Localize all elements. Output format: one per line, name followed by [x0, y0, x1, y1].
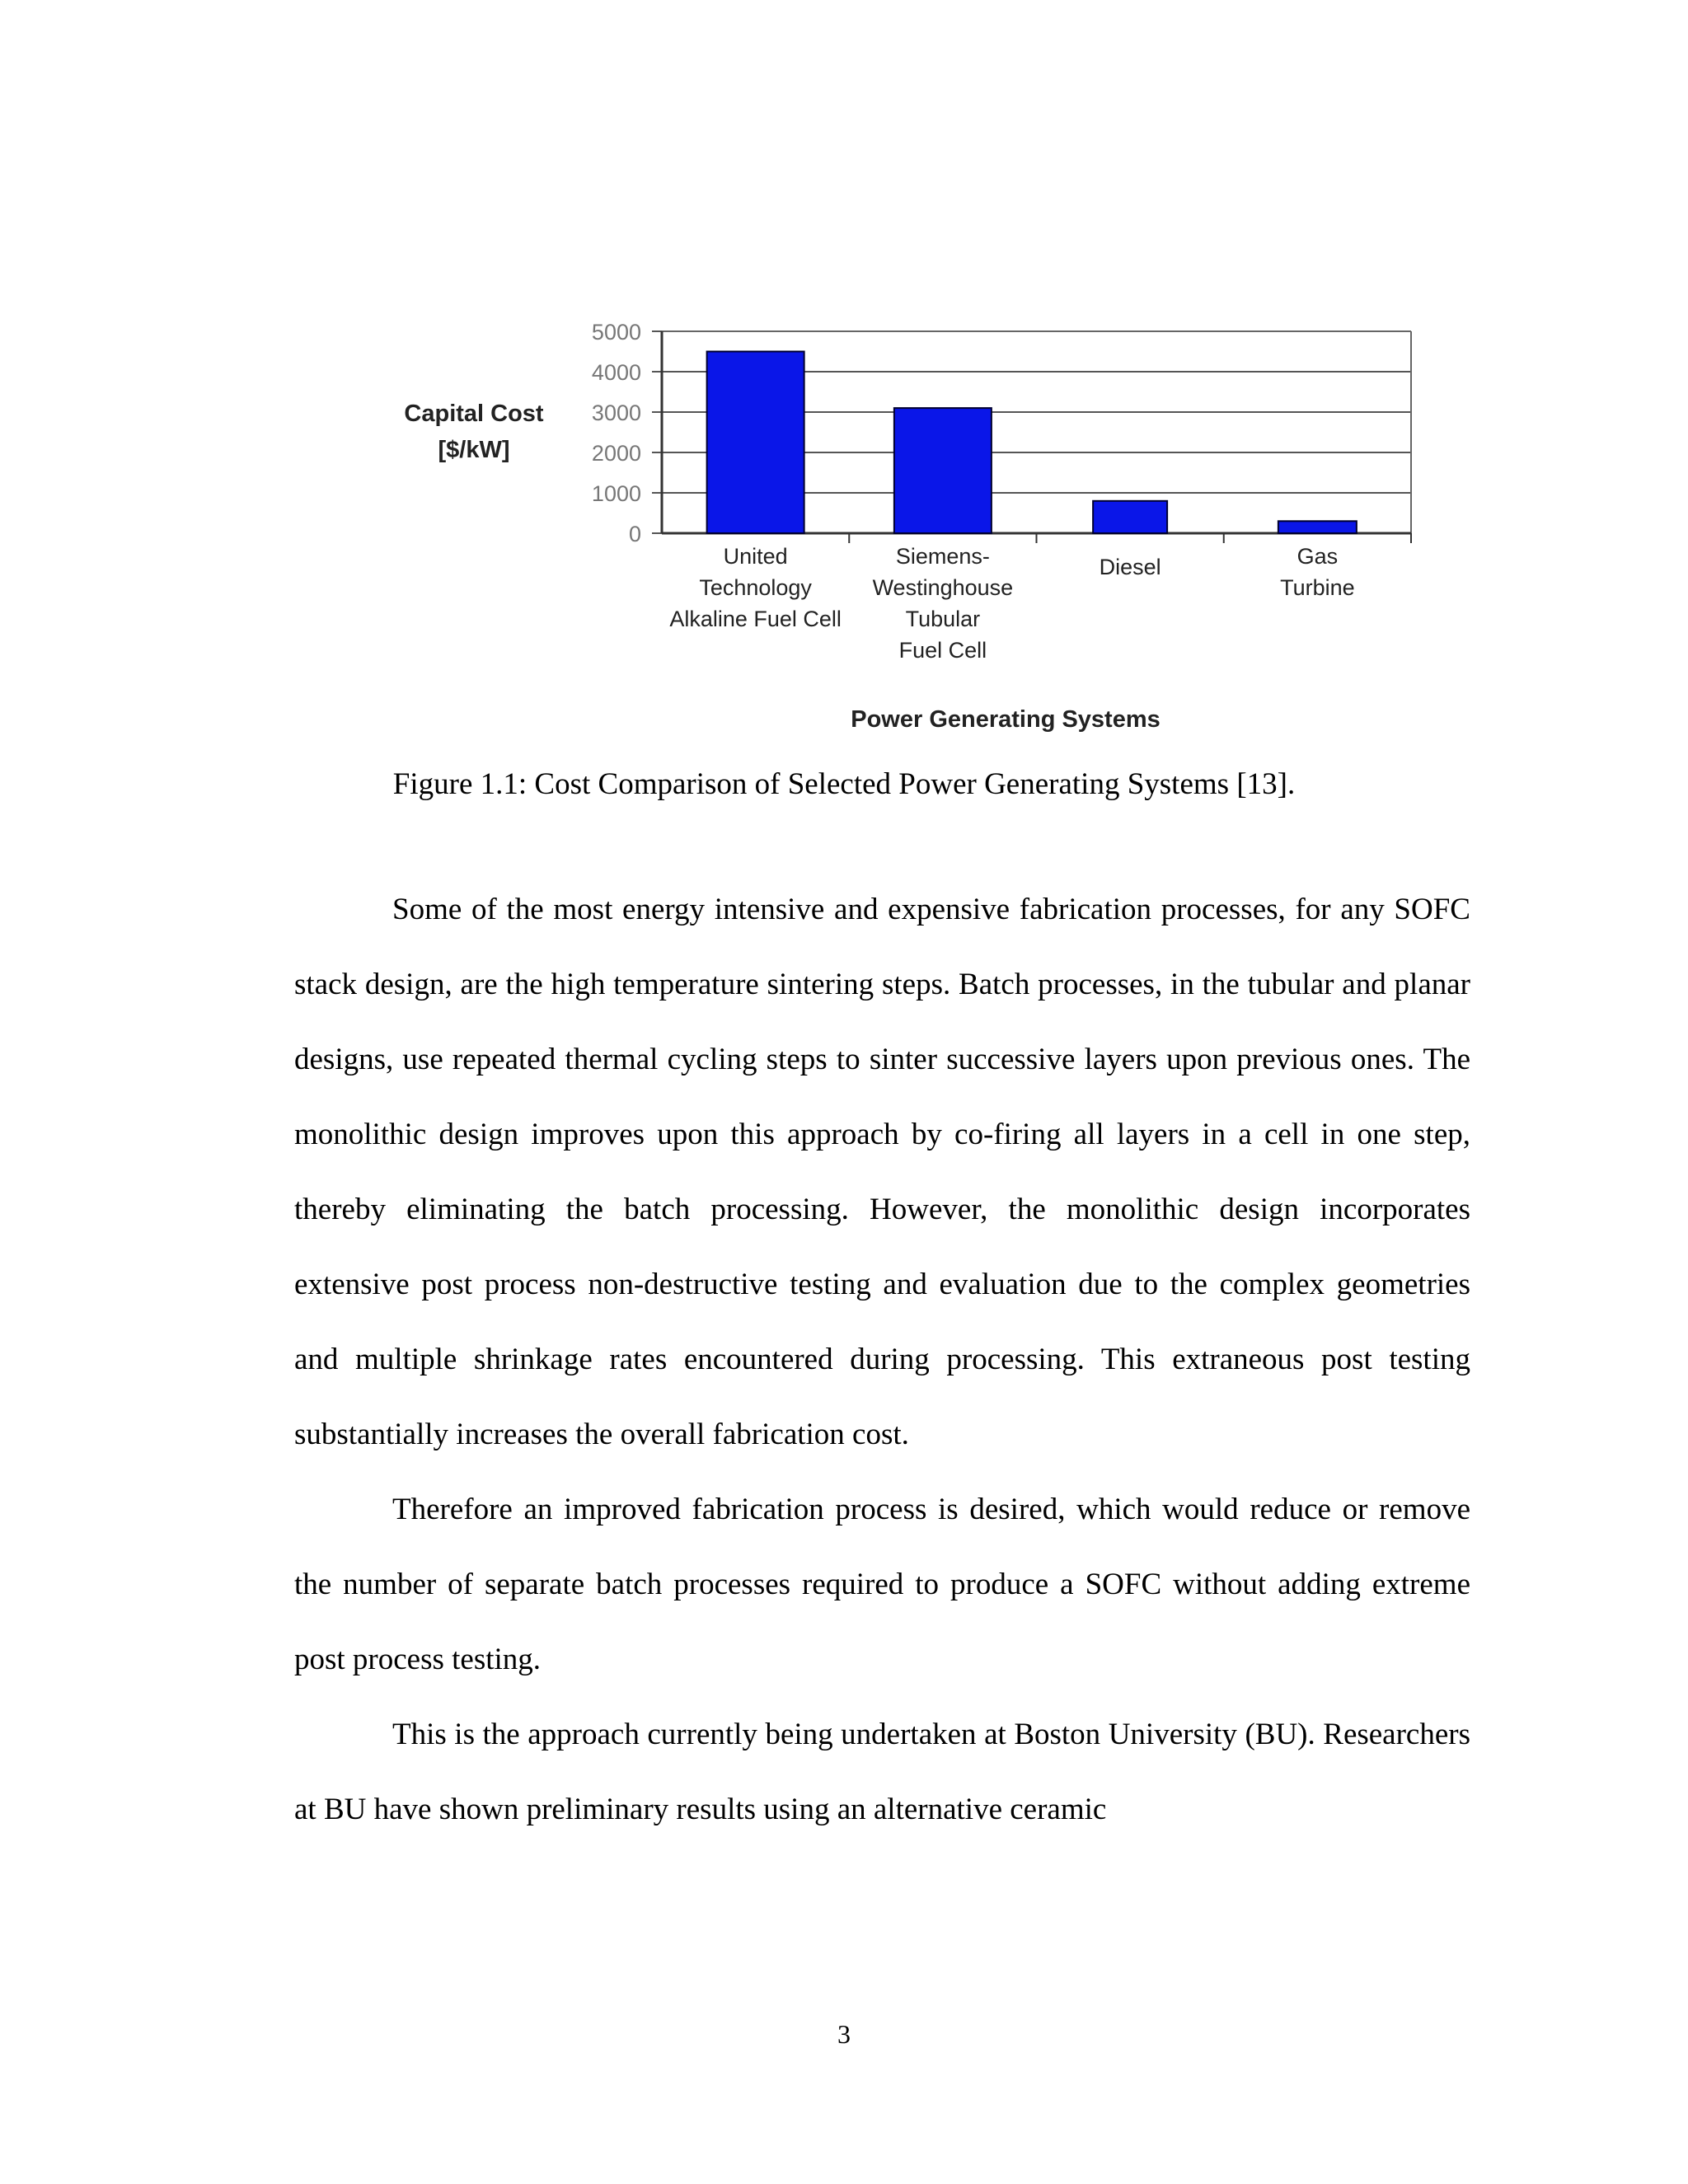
bar — [707, 352, 804, 534]
paragraph-1: Some of the most energy intensive and expensive fabrication processes, for any SOFC stack design, are the high temperature sintering steps. Batch processes, in the tubular and planar designs, use repeated thermal cycling steps to sinter successive layers upon previous ones. The monolithic design improves upon this approach by co-firing all layers in a cell in one step, thereby eliminating the batch processing. However, the monolithic design incorporates extensive post process non-destructive testing and evaluation due to the complex geometries and multiple shrinkage rates encountered during processing. This extraneous post testing substantially increases the overall fabrication cost. — [294, 893, 1470, 1451]
paragraph-3: This is the approach currently being undertaken at Boston University (BU). Researchers at BU have shown preliminary results using an alternative ceramic — [294, 1718, 1470, 1826]
x-category-label: United — [723, 544, 788, 569]
y-tick-label: 3000 — [591, 401, 641, 425]
x-category-label: Siemens- — [895, 544, 990, 569]
bar — [1278, 521, 1357, 533]
page-number: 3 — [837, 2019, 851, 2049]
y-tick-label: 2000 — [591, 441, 641, 466]
bar — [894, 408, 992, 533]
y-tick-label: 4000 — [591, 360, 641, 385]
x-category-label: Diesel — [1099, 555, 1161, 579]
y-axis-label-line-1: Capital Cost — [404, 401, 544, 427]
body-text — [294, 872, 1470, 1847]
bar-chart — [379, 313, 1451, 742]
y-tick-label: 1000 — [591, 481, 641, 506]
x-category-label: Fuel Cell — [898, 638, 987, 663]
y-tick-label: 5000 — [591, 320, 641, 344]
figure-caption: Figure 1.1: Cost Comparison of Selected Power Generating Systems [13]. — [392, 767, 1296, 801]
figure — [379, 313, 1451, 742]
x-category-label: Tubular — [905, 607, 981, 631]
y-tick-label: 0 — [628, 522, 641, 546]
chart-x-axis-title: Power Generating Systems — [851, 706, 1160, 733]
x-category-label: Alkaline Fuel Cell — [669, 607, 842, 631]
paragraph-2: Therefore an improved fabrication process is desired, which would reduce or remove the number of separate batch processes required to produce a SOFC without adding extreme post process testing. — [294, 1493, 1470, 1676]
x-category-label: Turbine — [1280, 575, 1355, 600]
x-category-label: Westinghouse — [872, 575, 1014, 600]
y-axis-label-line-2: [$/kW] — [438, 437, 510, 463]
bar — [1093, 501, 1167, 533]
x-category-label: Technology — [699, 575, 812, 600]
x-category-label: Gas — [1296, 544, 1339, 569]
